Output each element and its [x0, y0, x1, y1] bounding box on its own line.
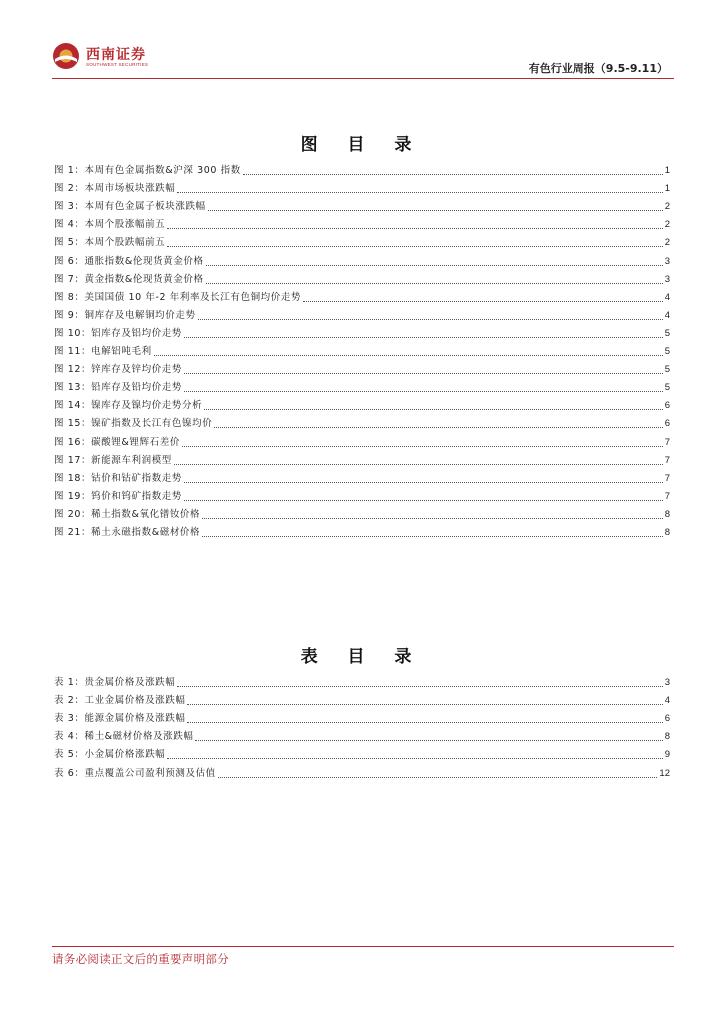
toc-entry-label: 图 16：碳酸锂&锂辉石差价 — [54, 436, 180, 448]
toc-entry-page: 1 — [664, 165, 670, 177]
toc-entry-label: 图 11：电解铝吨毛利 — [54, 346, 152, 358]
toc-entry-page: 7 — [664, 472, 670, 484]
toc-entry[interactable] — [54, 450, 670, 468]
toc-entry-page: 8 — [664, 508, 670, 520]
logo-chinese-name: 西南证券 — [86, 47, 146, 63]
toc-dot-leader — [208, 210, 663, 211]
toc-dot-leader — [184, 500, 663, 501]
logo-english-name: SOUTHWEST SECURITIES — [86, 62, 149, 67]
toc-dot-leader — [184, 337, 663, 338]
toc-entry-label: 表 1：贵金属价格及涨跌幅 — [54, 677, 176, 689]
toc-dot-leader — [187, 704, 662, 705]
toc-dot-leader — [218, 777, 658, 778]
toc-entry[interactable] — [54, 708, 670, 726]
toc-entry[interactable] — [54, 232, 670, 250]
toc-entry[interactable] — [54, 341, 670, 359]
logo-sun-icon — [52, 42, 80, 70]
toc-entry-page: 4 — [664, 291, 670, 303]
toc-entry-page: 7 — [664, 490, 670, 502]
toc-dot-leader — [184, 373, 663, 374]
toc-dot-leader — [184, 391, 663, 392]
toc-dot-leader — [243, 174, 663, 175]
toc-entry[interactable] — [54, 359, 670, 377]
toc-dot-leader — [202, 536, 663, 537]
toc-entry-label: 图 21：稀土永磁指数&磁材价格 — [54, 526, 201, 538]
toc-dot-leader — [177, 192, 662, 193]
toc-dot-leader — [303, 301, 663, 302]
toc-entry-page: 4 — [664, 695, 670, 707]
toc-entry-page: 7 — [664, 436, 670, 448]
toc-dot-leader — [206, 283, 663, 284]
toc-entry[interactable] — [54, 250, 670, 268]
toc-entry-label: 图 8：美国国债 10 年-2 年利率及长江有色铜均价走势 — [54, 291, 302, 303]
toc-entry[interactable] — [54, 377, 670, 395]
toc-dot-leader — [187, 722, 662, 723]
toc-dot-leader — [167, 228, 662, 229]
toc-entry-label: 表 5：小金属价格涨跌幅 — [54, 749, 166, 761]
toc-entry[interactable] — [54, 486, 670, 504]
toc-entry-label: 图 9：铜库存及电解铜均价走势 — [54, 309, 196, 321]
toc-entry-page: 3 — [664, 273, 670, 285]
page-header — [52, 40, 674, 80]
toc-entry-label: 图 7：黄金指数&伦现货黄金价格 — [54, 273, 204, 285]
toc-entry[interactable] — [54, 178, 670, 196]
toc-entry-label: 图 12：锌库存及锌均价走势 — [54, 364, 183, 376]
toc-entry-page: 7 — [664, 454, 670, 466]
toc-entry-label: 表 4：稀土&磁材价格及涨跌幅 — [54, 731, 194, 743]
toc-entry[interactable] — [54, 431, 670, 449]
toc-dot-leader — [184, 482, 663, 483]
toc-entry[interactable] — [54, 323, 670, 341]
toc-entry-label: 图 2：本周市场板块涨跌幅 — [54, 183, 176, 195]
toc-entry-label: 图 15：镍矿指数及长江有色镍均价 — [54, 418, 213, 430]
toc-entry-label: 图 1：本周有色金属指数&沪深 300 指数 — [54, 165, 241, 177]
toc-entry-label: 图 4：本周个股涨幅前五 — [54, 219, 166, 231]
toc-entry-label: 图 13：铅库存及铅均价走势 — [54, 382, 183, 394]
toc-entry-page: 1 — [664, 183, 670, 195]
toc-entry-page: 4 — [664, 309, 670, 321]
toc-entry-page: 6 — [664, 418, 670, 430]
toc-dot-leader — [174, 464, 663, 465]
toc-entry-label: 表 3：能源金属价格及涨跌幅 — [54, 713, 186, 725]
toc-entry-page: 6 — [664, 400, 670, 412]
toc-entry[interactable] — [54, 762, 670, 780]
toc-entry[interactable] — [54, 160, 670, 178]
toc-dot-leader — [198, 319, 663, 320]
toc-dot-leader — [167, 758, 662, 759]
toc-entry-label: 图 17：新能源车利润模型 — [54, 454, 172, 466]
toc-entry-page: 3 — [664, 677, 670, 689]
toc-entry-page: 8 — [664, 731, 670, 743]
toc-entry-label: 图 5：本周个股跌幅前五 — [54, 237, 166, 249]
toc-entry[interactable] — [54, 305, 670, 323]
toc-entry-label: 图 20：稀土指数&氧化镨钕价格 — [54, 508, 201, 520]
toc-dot-leader — [167, 246, 662, 247]
toc-entry[interactable] — [54, 744, 670, 762]
toc-entry[interactable] — [54, 196, 670, 214]
toc-entry[interactable] — [54, 468, 670, 486]
header-divider — [52, 78, 674, 79]
toc-entry-page: 2 — [664, 201, 670, 213]
toc-entry-page: 5 — [664, 364, 670, 376]
footer-disclaimer: 请务必阅读正文后的重要声明部分 — [52, 952, 229, 966]
toc-dot-leader — [214, 427, 662, 428]
toc-dot-leader — [195, 740, 662, 741]
toc-entry[interactable] — [54, 504, 670, 522]
figures-toc-list — [54, 160, 670, 540]
toc-entry-page: 6 — [664, 713, 670, 725]
toc-entry[interactable] — [54, 395, 670, 413]
toc-entry-page: 9 — [664, 749, 670, 761]
toc-entry[interactable] — [54, 287, 670, 305]
toc-dot-leader — [206, 265, 663, 266]
toc-entry[interactable] — [54, 672, 670, 690]
toc-entry-label: 图 6：通胀指数&伦现货黄金价格 — [54, 255, 204, 267]
toc-dot-leader — [182, 446, 663, 447]
footer-divider — [52, 946, 674, 947]
toc-entry-label: 图 3：本周有色金属子板块涨跌幅 — [54, 201, 206, 213]
toc-dot-leader — [154, 355, 663, 356]
toc-entry[interactable] — [54, 413, 670, 431]
toc-entry-page: 5 — [664, 327, 670, 339]
toc-entry-page: 5 — [664, 346, 670, 358]
toc-entry-label: 图 10：铝库存及铝均价走势 — [54, 327, 183, 339]
toc-entry-label: 图 19：钨价和钨矿指数走势 — [54, 490, 183, 502]
toc-entry-page: 12 — [659, 767, 670, 779]
toc-entry-label: 图 18：钴价和钴矿指数走势 — [54, 472, 183, 484]
toc-entry[interactable] — [54, 726, 670, 744]
company-logo — [52, 40, 152, 74]
tables-toc-list — [54, 672, 670, 781]
toc-dot-leader — [177, 686, 662, 687]
toc-entry-label: 表 6：重点覆盖公司盈利预测及估值 — [54, 767, 216, 779]
toc-entry[interactable] — [54, 269, 670, 287]
toc-entry[interactable] — [54, 214, 670, 232]
toc-entry-page: 2 — [664, 237, 670, 249]
report-title: 有色行业周报（9.5-9.11） — [528, 62, 668, 75]
toc-entry[interactable] — [54, 522, 670, 540]
toc-dot-leader — [202, 518, 663, 519]
figures-toc-title: 图 目 录 — [300, 135, 424, 155]
toc-entry-page: 5 — [664, 382, 670, 394]
toc-entry-page: 3 — [664, 255, 670, 267]
toc-entry-page: 2 — [664, 219, 670, 231]
toc-entry-page: 8 — [664, 526, 670, 538]
toc-dot-leader — [204, 409, 662, 410]
tables-toc-title: 表 目 录 — [300, 647, 424, 667]
toc-entry[interactable] — [54, 690, 670, 708]
toc-entry-label: 表 2：工业金属价格及涨跌幅 — [54, 695, 186, 707]
toc-entry-label: 图 14：镍库存及镍均价走势分析 — [54, 400, 203, 412]
